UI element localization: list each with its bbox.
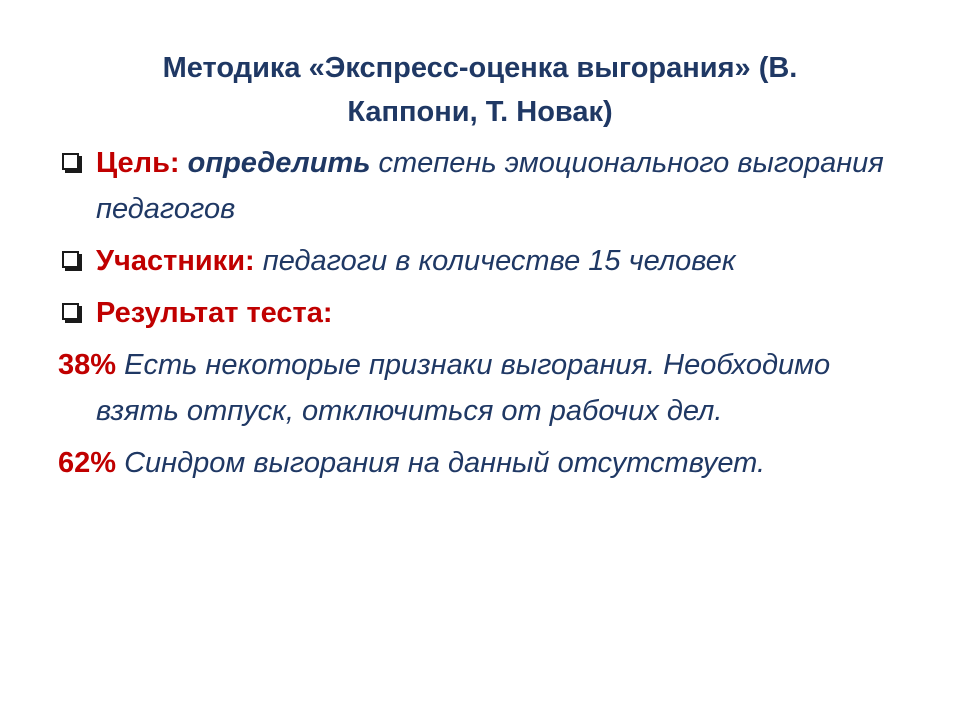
result-percent: 62% xyxy=(58,447,117,479)
bullet-text: степень эмоционального выгорания педагогов xyxy=(96,147,884,225)
result-item-62 xyxy=(58,440,918,486)
slide-body xyxy=(58,140,918,492)
result-percent: 38% xyxy=(58,349,117,381)
result-text: Синдром выгорания на данный отсутствует. xyxy=(124,447,766,479)
bullet-emphasis: определить xyxy=(187,147,371,179)
bullet-label: Участники: xyxy=(96,245,255,277)
bullet-label: Результат теста: xyxy=(96,297,333,329)
result-item-38 xyxy=(58,342,918,434)
slide-title-line2: Каппони, Т. Новак) xyxy=(347,96,613,128)
slide-title xyxy=(110,46,850,134)
result-text: Есть некоторые признаки выгорания. Необходимо взять отпуск, отключиться от рабочих дел. xyxy=(96,349,831,427)
checkbox-square-icon xyxy=(62,251,79,268)
bullet-item-goal xyxy=(58,140,918,232)
bullet-label: Цель: xyxy=(96,147,180,179)
bullet-item-participants xyxy=(58,238,918,284)
bullet-text: педагоги в количестве 15 человек xyxy=(262,245,736,277)
checkbox-square-icon xyxy=(62,153,79,170)
checkbox-square-icon xyxy=(62,303,79,320)
slide-title-line1: Методика «Экспресс-оценка выгорания» (В. xyxy=(162,52,798,84)
bullet-item-result xyxy=(58,290,918,336)
